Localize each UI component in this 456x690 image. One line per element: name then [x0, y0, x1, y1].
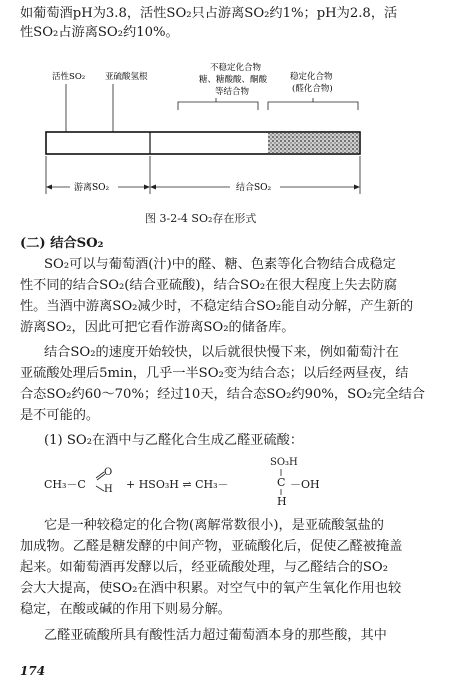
paragraph-line: 游离SO₂，因此可把它看作游离SO₂的储备库。 — [20, 320, 295, 335]
formula-so3h: SO₃H — [270, 457, 298, 468]
formula-o: O — [104, 467, 113, 478]
paragraph-line: 性不同的结合SO₂(结合亚硫酸)，结合SO₂在很大程度上失去防腐 — [20, 278, 398, 293]
paragraph-line: 结合SO₂的速度开始较快，以后就很快慢下来，例如葡萄汁在 — [44, 345, 399, 360]
label-stable-1: 稳定化合物 — [290, 72, 333, 82]
formula-oh: －OH — [290, 478, 320, 491]
paragraph-line: 是不可能的。 — [20, 408, 100, 423]
label-bisulfite: 亚硫酸氢根 — [105, 72, 148, 82]
formula-c: C — [277, 476, 286, 489]
paragraph-line: 会大大提高，使SO₂在酒中积累。对空气中的氧产生氧化作用也较 — [20, 581, 402, 596]
paragraph-line: 合态SO₂约60～70%；经过10天，结合态SO₂约90%，SO₂完全结合 — [20, 387, 425, 402]
paragraph-line: 性。当酒中游离SO₂减少时，不稳定结合SO₂能自动分解，产生新的 — [20, 299, 414, 314]
paragraph-line: 乙醛亚硫酸所具有酸性活力超过葡萄酒本身的那些酸，其中 — [44, 628, 387, 643]
paragraph-line: 稳定，在酸或碱的作用下则易分解。 — [20, 602, 231, 617]
label-free-so2: 游离SO₂ — [74, 183, 110, 193]
formula-reagent: + HSO₃H ⇌ CH₃－ — [126, 478, 229, 491]
list-item-1: (1) SO₂在酒中与乙醛化合生成乙醛亚硫酸： — [44, 433, 304, 448]
formula-h2: H — [277, 495, 287, 508]
label-unstable-1: 不稳定化合物 — [210, 63, 262, 73]
paragraph-line: 亚硫酸处理后5min，几乎一半SO₂变为结合态；以后经两昼夜，结 — [20, 366, 409, 381]
paragraph-line: 如葡萄酒pH为3.8，活性SO₂只占游离SO₂约1%；pH为2.8，活 — [20, 6, 398, 21]
paragraph-line: 它是一种较稳定的化合物(离解常数很小)，是亚硫酸氢盐的 — [44, 518, 384, 533]
section-heading: (二) 结合SO₂ — [20, 236, 104, 251]
formula-lhs: CH₃－C — [44, 478, 86, 491]
label-unstable-2: 糖、糖酸酸、酮酸 — [199, 75, 268, 85]
label-active-so2: 活性SO₂ — [52, 72, 86, 82]
paragraph-line: SO₂可以与葡萄酒(汁)中的醛、糖、色素等化合物结合成稳定 — [44, 257, 396, 272]
label-stable-2: (醛化合物) — [292, 84, 333, 94]
label-unstable-3: 等结合物 — [215, 87, 250, 97]
figure-caption: 图 3-2-4 SO₂存在形式 — [145, 212, 257, 225]
paragraph-line: 起来。如葡萄酒再发酵以后，经亚硫酸处理，与乙醛结合的SO₂ — [20, 560, 389, 575]
paragraph-line: 加成物。乙醛是糖发酵的中间产物，亚硫酸化后，促使乙醛被掩盖 — [20, 539, 403, 554]
formula-h: H — [104, 484, 113, 495]
label-bound-so2: 结合SO₂ — [236, 183, 272, 193]
page-number: 174 — [20, 664, 46, 678]
paragraph-line: 性SO₂占游离SO₂约10%。 — [20, 25, 179, 40]
